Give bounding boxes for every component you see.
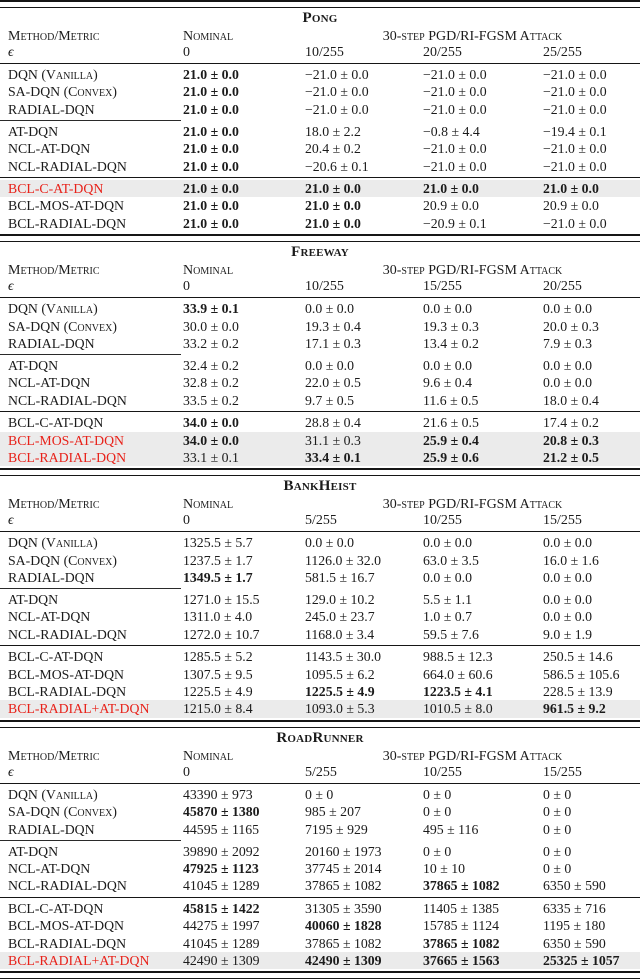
score-cell: 20160 ± 1973	[305, 843, 382, 859]
table-row	[0, 952, 640, 969]
score-cell: 586.5 ± 105.6	[543, 666, 620, 682]
method-name: SA-DQN (Convex)	[8, 804, 117, 820]
score-cell: 33.2 ± 0.2	[183, 335, 239, 351]
epsilon-symbol: ϵ	[8, 45, 14, 60]
score-cell: 21.0 ± 0.0	[183, 198, 239, 214]
score-cell: −21.0 ± 0.0	[423, 84, 487, 100]
score-cell: 0 ± 0	[543, 786, 572, 802]
score-cell: 37745 ± 2014	[305, 861, 382, 876]
score-cell: 16.0 ± 1.6	[543, 552, 599, 568]
roadrunner-table	[0, 728, 640, 972]
score-cell: 15785 ± 1124	[423, 918, 500, 934]
score-cell: 33.5 ± 0.2	[183, 392, 239, 408]
score-cell: −21.0 ± 0.0	[305, 67, 369, 82]
score-cell: 13.4 ± 0.2	[423, 335, 479, 351]
header-rule	[0, 297, 640, 298]
score-cell: 37865 ± 1082	[305, 935, 382, 951]
score-cell: 31.1 ± 0.3	[305, 432, 361, 448]
score-cell: −21.0 ± 0.0	[543, 158, 607, 174]
table-row	[0, 534, 640, 551]
table-row	[0, 608, 640, 625]
table-row	[0, 123, 640, 140]
score-cell: 43390 ± 973	[183, 786, 253, 802]
table-row	[0, 140, 640, 157]
table-row	[0, 900, 640, 917]
table-row	[0, 432, 640, 449]
score-cell: 28.8 ± 0.4	[305, 415, 361, 431]
score-cell: 21.0 ± 0.0	[305, 198, 361, 214]
score-cell: 1010.5 ± 8.0	[423, 701, 493, 717]
freeway-table	[0, 242, 640, 468]
method-name: NCL-RADIAL-DQN	[8, 878, 127, 894]
table-title-roadrunner: RoadRunner	[276, 729, 364, 746]
header-rule	[0, 63, 640, 64]
table-row	[0, 552, 640, 569]
score-cell: 44275 ± 1997	[183, 918, 260, 934]
score-cell: 19.3 ± 0.4	[305, 318, 361, 334]
method-name: SA-DQN (Convex)	[8, 318, 117, 334]
score-cell: 17.1 ± 0.3	[305, 335, 361, 351]
header-eps-value-0: 0	[183, 45, 190, 60]
table-row	[0, 821, 640, 838]
score-cell: 21.0 ± 0.0	[305, 180, 361, 196]
score-cell: 250.5 ± 14.6	[543, 649, 613, 665]
method-column-rule	[0, 120, 181, 121]
method-name: BCL-C-AT-DQN	[8, 649, 104, 665]
score-cell: 9.0 ± 1.9	[543, 626, 592, 642]
method-column-rule	[0, 354, 181, 355]
method-name: BCL-MOS-AT-DQN	[8, 918, 125, 934]
score-cell: 33.9 ± 0.1	[183, 301, 239, 317]
method-name: RADIAL-DQN	[8, 335, 95, 351]
method-name: NCL-RADIAL-DQN	[8, 158, 127, 174]
table-row	[0, 66, 640, 83]
score-cell: 0 ± 0	[543, 843, 572, 859]
score-cell: 1325.5 ± 5.7	[183, 535, 253, 551]
table-row	[0, 683, 640, 700]
table-row	[0, 180, 640, 197]
method-name: RADIAL-DQN	[8, 101, 95, 117]
score-cell: −21.0 ± 0.0	[543, 67, 607, 82]
table-row	[0, 626, 640, 643]
score-cell: −21.0 ± 0.0	[305, 101, 369, 117]
header-method-metric: Method/Metric	[8, 263, 100, 279]
score-cell: 41045 ± 1289	[183, 878, 260, 894]
score-cell: 21.2 ± 0.5	[543, 449, 599, 465]
score-cell: 18.0 ± 0.4	[543, 392, 599, 408]
table-row	[0, 215, 640, 232]
score-cell: 47925 ± 1123	[183, 861, 259, 876]
score-cell: 0.0 ± 0.0	[305, 301, 354, 317]
score-cell: 22.0 ± 0.5	[305, 375, 361, 391]
method-name: AT-DQN	[8, 592, 59, 608]
score-cell: −21.0 ± 0.0	[305, 84, 369, 100]
method-name: BCL-RADIAL+AT-DQN	[8, 701, 150, 717]
score-cell: 1.0 ± 0.7	[423, 609, 472, 625]
score-cell: −21.0 ± 0.0	[543, 84, 607, 100]
table-row	[0, 591, 640, 608]
table-row	[0, 666, 640, 683]
score-cell: 0.0 ± 0.0	[543, 592, 592, 608]
score-cell: 0.0 ± 0.0	[543, 609, 592, 625]
header-eps-value-3: 20/255	[543, 279, 582, 295]
score-cell: 20.9 ± 0.0	[543, 198, 599, 214]
header-attack: 30-step PGD/RI-FGSM Attack	[382, 497, 563, 513]
score-cell: 20.9 ± 0.0	[423, 198, 479, 214]
score-cell: 664.0 ± 60.6	[423, 666, 493, 682]
score-cell: 20.0 ± 0.3	[543, 318, 599, 334]
score-cell: 1126.0 ± 32.0	[305, 552, 382, 568]
score-cell: 11.6 ± 0.5	[423, 392, 479, 408]
header-attack: 30-step PGD/RI-FGSM Attack	[382, 748, 563, 764]
score-cell: 1311.0 ± 4.0	[183, 609, 253, 625]
table-row	[0, 917, 640, 934]
score-cell: 129.0 ± 10.2	[305, 592, 375, 608]
group-divider-rule	[0, 897, 640, 898]
score-cell: 961.5 ± 9.2	[543, 701, 606, 717]
score-cell: 1168.0 ± 3.4	[305, 626, 375, 642]
score-cell: 45870 ± 1380	[183, 804, 260, 820]
method-name: DQN (Vanilla)	[8, 67, 98, 82]
header-nominal: Nominal	[183, 263, 234, 279]
score-cell: 0 ± 0	[543, 804, 572, 820]
table-row	[0, 843, 640, 860]
method-name: AT-DQN	[8, 357, 59, 373]
score-cell: 18.0 ± 2.2	[305, 123, 361, 139]
method-name: NCL-AT-DQN	[8, 375, 91, 391]
score-cell: 0.0 ± 0.0	[543, 570, 592, 586]
header-eps-value-1: 5/255	[305, 764, 337, 780]
score-cell: 63.0 ± 3.5	[423, 552, 479, 568]
score-cell: 59.5 ± 7.6	[423, 626, 479, 642]
score-cell: 7195 ± 929	[305, 821, 368, 837]
table-bottom-double-rule	[0, 971, 640, 979]
score-cell: 37865 ± 1082	[423, 878, 500, 894]
score-cell: 21.0 ± 0.0	[305, 215, 361, 231]
score-cell: 0 ± 0	[423, 786, 452, 802]
header-eps-value-1: 10/255	[305, 279, 344, 295]
table-row	[0, 197, 640, 214]
score-cell: 1349.5 ± 1.7	[183, 570, 253, 586]
score-cell: 32.8 ± 0.2	[183, 375, 239, 391]
header-eps-value-1: 5/255	[305, 513, 337, 529]
method-name: DQN (Vanilla)	[8, 786, 98, 802]
method-name: BCL-C-AT-DQN	[8, 900, 104, 916]
method-name: BCL-RADIAL-DQN	[8, 449, 127, 465]
score-cell: 37865 ± 1082	[305, 878, 382, 894]
score-cell: 32.4 ± 0.2	[183, 357, 239, 373]
method-name: BCL-RADIAL+AT-DQN	[8, 953, 150, 969]
header-eps-value-1: 10/255	[305, 45, 344, 60]
score-cell: 21.0 ± 0.0	[183, 123, 239, 139]
method-name: BCL-MOS-AT-DQN	[8, 198, 125, 214]
score-cell: 1237.5 ± 1.7	[183, 552, 253, 568]
table-row	[0, 700, 640, 717]
score-cell: 245.0 ± 23.7	[305, 609, 375, 625]
score-cell: 11405 ± 1385	[423, 900, 500, 916]
score-cell: 37665 ± 1563	[423, 953, 500, 969]
table-bottom-double-rule	[0, 234, 640, 242]
score-cell: 495 ± 116	[423, 821, 479, 837]
score-cell: 31305 ± 3590	[305, 900, 382, 916]
method-name: BCL-MOS-AT-DQN	[8, 432, 125, 448]
method-name: NCL-AT-DQN	[8, 861, 91, 876]
score-cell: 39890 ± 2092	[183, 843, 260, 859]
table-row	[0, 374, 640, 391]
method-name: SA-DQN (Convex)	[8, 552, 117, 568]
score-cell: 6350 ± 590	[543, 935, 606, 951]
table-bottom-double-rule	[0, 468, 640, 476]
table-row	[0, 318, 640, 335]
score-cell: −21.0 ± 0.0	[423, 158, 487, 174]
score-cell: 988.5 ± 12.3	[423, 649, 493, 665]
score-cell: 17.4 ± 0.2	[543, 415, 599, 431]
pong-table	[0, 8, 640, 234]
score-cell: 0.0 ± 0.0	[305, 357, 354, 373]
header-eps-value-0: 0	[183, 764, 190, 780]
score-cell: 0.0 ± 0.0	[423, 301, 472, 317]
method-name: AT-DQN	[8, 123, 59, 139]
score-cell: 9.7 ± 0.5	[305, 392, 354, 408]
score-cell: 0.0 ± 0.0	[543, 535, 592, 551]
score-cell: 228.5 ± 13.9	[543, 684, 613, 700]
header-row-1	[0, 749, 640, 765]
score-cell: 6350 ± 590	[543, 878, 606, 894]
score-cell: 581.5 ± 16.7	[305, 570, 375, 586]
method-name: RADIAL-DQN	[8, 570, 95, 586]
score-cell: 42490 ± 1309	[183, 953, 260, 969]
method-name: BCL-C-AT-DQN	[8, 415, 104, 431]
table-row	[0, 877, 640, 894]
score-cell: 1285.5 ± 5.2	[183, 649, 253, 665]
score-cell: 34.0 ± 0.0	[183, 415, 239, 431]
score-cell: 1093.0 ± 5.3	[305, 701, 375, 717]
score-cell: 0 ± 0	[305, 786, 334, 802]
header-method-metric: Method/Metric	[8, 748, 100, 764]
method-name: SA-DQN (Convex)	[8, 84, 117, 100]
score-cell: 1143.5 ± 30.0	[305, 649, 382, 665]
method-name: NCL-RADIAL-DQN	[8, 392, 127, 408]
score-cell: 30.0 ± 0.0	[183, 318, 239, 334]
score-cell: 5.5 ± 1.1	[423, 592, 472, 608]
group-divider-rule	[0, 645, 640, 646]
header-method-metric: Method/Metric	[8, 497, 100, 513]
method-name: RADIAL-DQN	[8, 821, 95, 837]
group-divider-rule	[0, 411, 640, 412]
header-method-metric: Method/Metric	[8, 29, 100, 44]
header-rule	[0, 531, 640, 532]
score-cell: 985 ± 207	[305, 804, 361, 820]
score-cell: 40060 ± 1828	[305, 918, 382, 934]
score-cell: −21.0 ± 0.0	[423, 67, 487, 82]
score-cell: 0.0 ± 0.0	[543, 357, 592, 373]
table-row	[0, 569, 640, 586]
table-row	[0, 83, 640, 100]
score-cell: 0 ± 0	[423, 843, 452, 859]
header-row-epsilon	[0, 45, 640, 61]
header-eps-value-0: 0	[183, 513, 190, 529]
table-row	[0, 935, 640, 952]
score-cell: 25325 ± 1057	[543, 953, 620, 969]
score-cell: 44595 ± 1165	[183, 821, 260, 837]
score-cell: 0 ± 0	[423, 804, 452, 820]
score-cell: −20.6 ± 0.1	[305, 158, 369, 174]
header-eps-value-2: 20/255	[423, 45, 462, 60]
header-row-1	[0, 497, 640, 513]
table-row	[0, 335, 640, 352]
score-cell: 19.3 ± 0.3	[423, 318, 479, 334]
table-row	[0, 357, 640, 374]
header-row-epsilon	[0, 279, 640, 295]
header-eps-value-2: 15/255	[423, 279, 462, 295]
header-attack: 30-step PGD/RI-FGSM Attack	[382, 263, 563, 279]
score-cell: 0.0 ± 0.0	[305, 535, 354, 551]
method-name: BCL-RADIAL-DQN	[8, 684, 127, 700]
epsilon-symbol: ϵ	[8, 279, 14, 295]
epsilon-symbol: ϵ	[8, 764, 14, 780]
header-eps-value-0: 0	[183, 279, 190, 295]
score-cell: −21.0 ± 0.0	[543, 215, 607, 231]
header-nominal: Nominal	[183, 497, 234, 513]
table-row	[0, 101, 640, 118]
method-name: BCL-RADIAL-DQN	[8, 935, 127, 951]
top-double-rule	[0, 0, 640, 8]
method-column-rule	[0, 840, 181, 841]
score-cell: −21.0 ± 0.0	[423, 141, 487, 157]
score-cell: −21.0 ± 0.0	[543, 141, 607, 157]
score-cell: 1307.5 ± 9.5	[183, 666, 253, 682]
score-cell: 21.6 ± 0.5	[423, 415, 479, 431]
header-eps-value-3: 15/255	[543, 764, 582, 780]
table-row	[0, 158, 640, 175]
score-cell: 21.0 ± 0.0	[423, 180, 479, 196]
table-title-pong: Pong	[302, 10, 338, 26]
score-cell: 1095.5 ± 6.2	[305, 666, 375, 682]
header-eps-value-2: 10/255	[423, 513, 462, 529]
score-cell: −0.8 ± 4.4	[423, 123, 480, 139]
table-row	[0, 786, 640, 803]
table-row	[0, 414, 640, 431]
score-cell: 45815 ± 1422	[183, 900, 260, 916]
score-cell: 21.0 ± 0.0	[183, 67, 239, 82]
score-cell: 21.0 ± 0.0	[183, 84, 239, 100]
score-cell: 21.0 ± 0.0	[183, 158, 239, 174]
method-column-rule	[0, 588, 181, 589]
method-name: DQN (Vanilla)	[8, 535, 98, 551]
score-cell: 0.0 ± 0.0	[543, 375, 592, 391]
score-cell: 0.0 ± 0.0	[543, 301, 592, 317]
score-cell: 7.9 ± 0.3	[543, 335, 592, 351]
score-cell: 37865 ± 1082	[423, 935, 500, 951]
score-cell: 25.9 ± 0.4	[423, 432, 479, 448]
method-name: NCL-AT-DQN	[8, 141, 91, 157]
method-name: BCL-RADIAL-DQN	[8, 215, 127, 231]
score-cell: 20.8 ± 0.3	[543, 432, 599, 448]
table-title-freeway: Freeway	[291, 244, 349, 261]
table-title-bankheist: BankHeist	[283, 478, 357, 495]
header-row-epsilon	[0, 513, 640, 529]
table-row	[0, 392, 640, 409]
score-cell: 20.4 ± 0.2	[305, 141, 361, 157]
method-name: NCL-AT-DQN	[8, 609, 91, 625]
method-name: BCL-MOS-AT-DQN	[8, 666, 125, 682]
score-cell: −21.0 ± 0.0	[543, 101, 607, 117]
score-cell: 10 ± 10	[423, 861, 466, 876]
score-cell: 1225.5 ± 4.9	[183, 684, 253, 700]
header-row-1	[0, 29, 640, 45]
score-cell: 9.6 ± 0.4	[423, 375, 472, 391]
table-row	[0, 648, 640, 665]
score-cell: 1223.5 ± 4.1	[423, 684, 493, 700]
score-cell: 21.0 ± 0.0	[183, 101, 239, 117]
table-row	[0, 300, 640, 317]
score-cell: 1225.5 ± 4.9	[305, 684, 375, 700]
header-rule	[0, 783, 640, 784]
table-row	[0, 449, 640, 466]
score-cell: 21.0 ± 0.0	[543, 180, 599, 196]
score-cell: −20.9 ± 0.1	[423, 215, 487, 231]
score-cell: 33.1 ± 0.1	[183, 449, 239, 465]
header-eps-value-3: 15/255	[543, 513, 582, 529]
score-cell: 0.0 ± 0.0	[423, 357, 472, 373]
score-cell: 21.0 ± 0.0	[183, 141, 239, 157]
header-eps-value-3: 25/255	[543, 45, 582, 60]
score-cell: −19.4 ± 0.1	[543, 123, 607, 139]
header-nominal: Nominal	[183, 29, 234, 44]
method-name: BCL-C-AT-DQN	[8, 180, 104, 196]
score-cell: 1195 ± 180	[543, 918, 606, 934]
group-divider-rule	[0, 177, 640, 178]
score-cell: 25.9 ± 0.6	[423, 449, 479, 465]
score-cell: 33.4 ± 0.1	[305, 449, 361, 465]
table-row	[0, 860, 640, 877]
header-nominal: Nominal	[183, 748, 234, 764]
score-cell: 42490 ± 1309	[305, 953, 382, 969]
header-attack: 30-step PGD/RI-FGSM Attack	[382, 29, 563, 44]
score-cell: 1215.0 ± 8.4	[183, 701, 253, 717]
score-cell: 6335 ± 716	[543, 900, 606, 916]
epsilon-symbol: ϵ	[8, 513, 14, 529]
score-cell: 21.0 ± 0.0	[183, 215, 239, 231]
score-cell: −21.0 ± 0.0	[423, 101, 487, 117]
method-name: DQN (Vanilla)	[8, 301, 98, 317]
method-name: NCL-RADIAL-DQN	[8, 626, 127, 642]
bankheist-table	[0, 476, 640, 720]
score-cell: 0.0 ± 0.0	[423, 570, 472, 586]
score-cell: 21.0 ± 0.0	[183, 180, 239, 196]
header-row-1	[0, 263, 640, 279]
score-cell: 0 ± 0	[543, 821, 572, 837]
score-cell: 1271.0 ± 15.5	[183, 592, 260, 608]
header-eps-value-2: 10/255	[423, 764, 462, 780]
score-cell: 1272.0 ± 10.7	[183, 626, 260, 642]
method-name: AT-DQN	[8, 843, 59, 859]
score-cell: 41045 ± 1289	[183, 935, 260, 951]
score-cell: 0 ± 0	[543, 861, 572, 876]
header-row-epsilon	[0, 765, 640, 781]
score-cell: 34.0 ± 0.0	[183, 432, 239, 448]
table-bottom-double-rule	[0, 720, 640, 728]
table-row	[0, 803, 640, 820]
score-cell: 0.0 ± 0.0	[423, 535, 472, 551]
